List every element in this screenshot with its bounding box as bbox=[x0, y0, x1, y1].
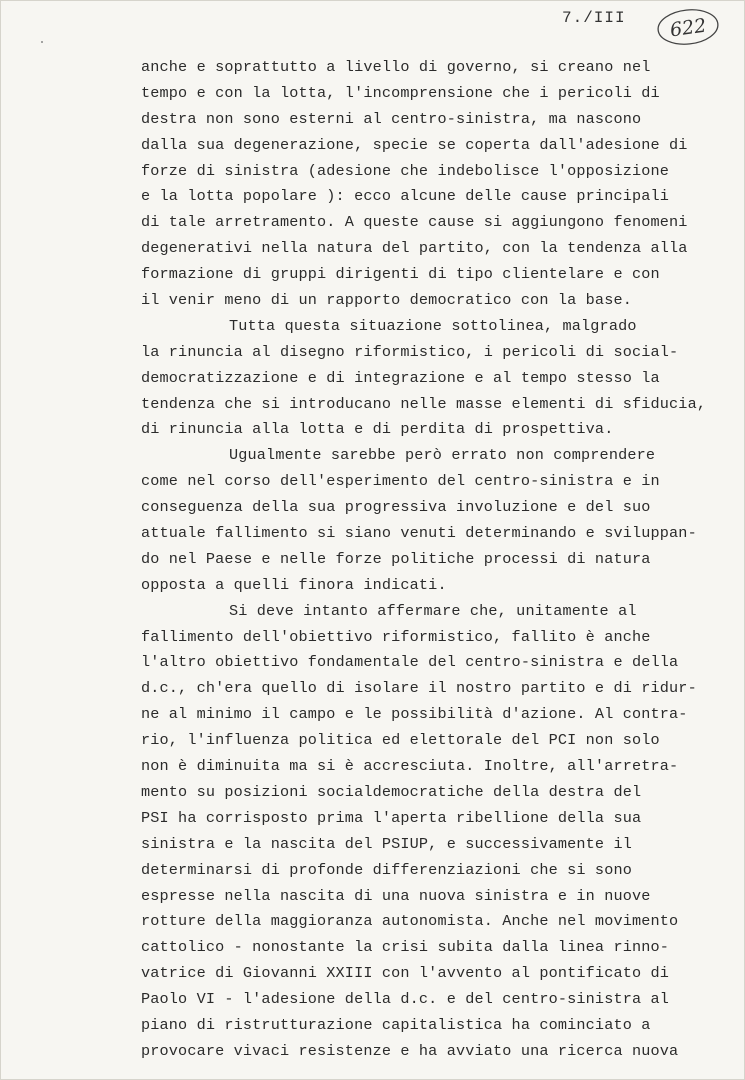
text-line: sinistra e la nascita del PSIUP, e successivamente il bbox=[141, 834, 632, 853]
text-line: di rinuncia alla lotta e di perdita di prospettiva. bbox=[141, 420, 614, 439]
text-line: tempo e con la lotta, l'incomprensione che i pericoli di bbox=[141, 83, 660, 102]
text-line: PSI ha corrisposto prima l'aperta ribellione della sua bbox=[141, 808, 642, 827]
text-line: conseguenza della sua progressiva involuzione e del suo bbox=[141, 498, 651, 517]
text-line: dalla sua degenerazione, specie se coperta dall'adesione di bbox=[141, 135, 688, 154]
text-line: do nel Paese e nelle forze politiche processi di natura bbox=[141, 549, 651, 568]
text-line: anche e soprattutto a livello di governo, si creano nel bbox=[141, 58, 651, 76]
text-line: forze di sinistra (adesione che indebolisce l'opposizione bbox=[141, 161, 670, 180]
text-line: mento su posizioni socialdemocratiche della destra del bbox=[141, 782, 642, 801]
text-line: espresse nella nascita di una nuova sinistra e in nuove bbox=[141, 886, 651, 905]
text-line: democratizzazione e di integrazione e al tempo stesso la bbox=[141, 368, 660, 387]
page-number: 7./III bbox=[562, 9, 626, 27]
text-line: provocare vivaci resistenze e ha avviato una ricerca nuova bbox=[141, 1041, 679, 1060]
text-line: Paolo VI - l'adesione della d.c. e del centro-sinistra al bbox=[141, 990, 670, 1009]
text-line: tendenza che si introducano nelle masse elementi di sfiducia, bbox=[141, 394, 707, 413]
paragraph-start-line: Ugualmente sarebbe però errato non comprendere bbox=[229, 446, 656, 465]
archive-stamp bbox=[656, 7, 720, 47]
text-line: determinarsi di profonde differenziazioni che si sono bbox=[141, 860, 632, 879]
text-line: degenerativi nella natura del partito, con la tendenza alla bbox=[141, 239, 688, 258]
text-line: fallimento dell'obiettivo riformistico, fallito è anche bbox=[141, 627, 651, 646]
text-line: piano di ristrutturazione capitalistica ha cominciato a bbox=[141, 1015, 651, 1034]
text-line: vatrice di Giovanni XXIII con l'avvento al pontificato di bbox=[141, 964, 670, 983]
archive-stamp-drawing bbox=[656, 7, 720, 47]
text-line: non è diminuita ma si è accresciuta. Inoltre, all'arretra- bbox=[141, 757, 679, 776]
text-line: di tale arretramento. A queste cause si aggiungono fenomeni bbox=[141, 213, 688, 232]
text-line: opposta a quelli finora indicati. bbox=[141, 575, 447, 594]
archive-stamp-number: 622 bbox=[668, 14, 708, 42]
text-line: formazione di gruppi dirigenti di tipo clientelare e con bbox=[141, 265, 660, 284]
text-line: l'altro obiettivo fondamentale del centro-sinistra e della bbox=[141, 653, 679, 672]
paper-speck bbox=[41, 41, 43, 43]
text-line: e la lotta popolare ): ecco alcune delle cause principali bbox=[141, 187, 670, 206]
text-line: la rinuncia al disegno riformistico, i pericoli di social- bbox=[141, 342, 679, 361]
paragraph-start-line: Si deve intanto affermare che, unitamente al bbox=[229, 601, 637, 620]
text-line: rio, l'influenza politica ed elettorale del PCI non solo bbox=[141, 731, 660, 750]
text-line: il venir meno di un rapporto democratico con la base. bbox=[141, 291, 632, 310]
body-text bbox=[141, 55, 707, 1065]
text-line: come nel corso dell'esperimento del centro-sinistra e in bbox=[141, 472, 660, 491]
text-line: rotture della maggioranza autonomista. Anche nel movimento bbox=[141, 912, 679, 931]
text-line: attuale fallimento si siano venuti determinando e sviluppan- bbox=[141, 524, 697, 543]
text-line: cattolico - nonostante la crisi subita dalla linea rinno- bbox=[141, 938, 670, 957]
text-line: d.c., ch'era quello di isolare il nostro partito e di ridur- bbox=[141, 679, 697, 698]
paragraph-start-line: Tutta questa situazione sottolinea, malgrado bbox=[229, 316, 637, 335]
text-line: ne al minimo il campo e le possibilità d'azione. Al contra- bbox=[141, 705, 688, 724]
text-line: destra non sono esterni al centro-sinistra, ma nascono bbox=[141, 109, 642, 128]
